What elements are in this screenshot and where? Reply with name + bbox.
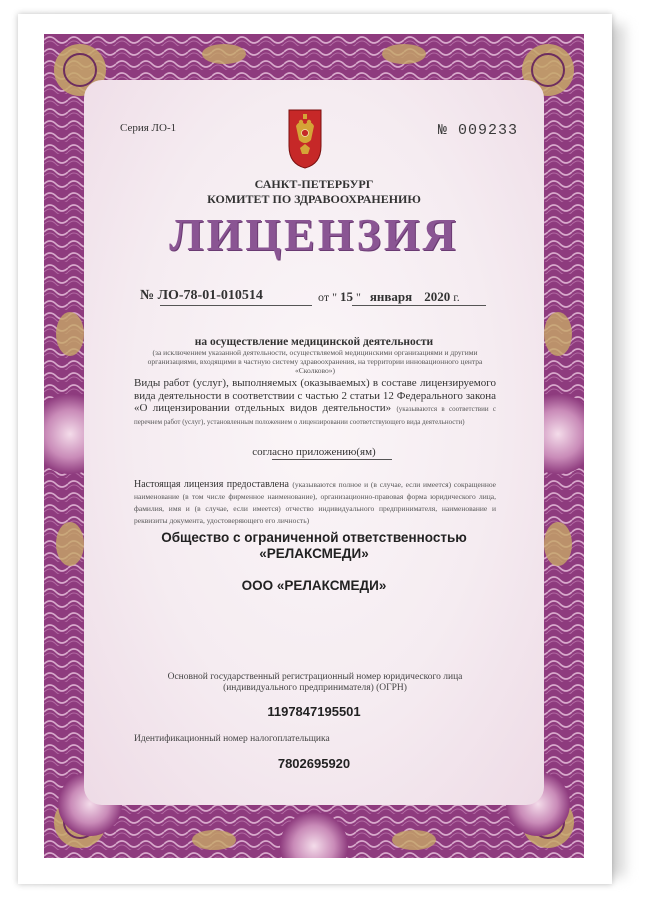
date-month: января (369, 289, 413, 304)
works-paragraph (134, 377, 496, 427)
city-heading: САНКТ-ПЕТЕРБУРГ (254, 177, 374, 191)
inn-label: Идентификационный номер налогоплательщика (134, 734, 330, 744)
ogrn-label-line1: Основной государственный регистрационный номер юридического лица (167, 672, 463, 682)
annex-underline (272, 459, 392, 460)
org-full-line2: «РЕЛАКСМЕДИ» (259, 546, 369, 561)
org-full-line1: Общество с ограниченной ответственностью (161, 530, 467, 545)
works-text: Виды работ (услуг), выполняемых (оказываемых) в составе лицензируемого вида деятельности в соответствии с частью 2 статьи 12 Федерального закона «О лицензировании отдельных видов деятельности» (134, 377, 496, 414)
date-suffix: г. (453, 290, 460, 304)
works-note: (указываются в соответствии с перечнем работ (услуг), установленным положением о лицензировании соответствующего вида деятельности) (134, 405, 496, 426)
activity-heading: на осуществление медицинской деятельности (194, 336, 434, 348)
date-mid: " (355, 290, 361, 304)
organization-short-name: ООО «РЕЛАКСМЕДИ» (241, 578, 387, 593)
serial-number: № 009233 (438, 122, 519, 139)
license-number: № ЛО-78-01-010514 (140, 288, 263, 303)
date-underline (352, 305, 486, 306)
committee-heading: КОМИТЕТ ПО ЗДРАВООХРАНЕНИЮ (207, 192, 421, 206)
ogrn-label-line2: (индивидуального предпринимателя) (ОГРН) (223, 683, 407, 693)
date-day: 15 (339, 289, 353, 304)
provided-note: (указываются полное и (в случае, если имеется) сокращенное наименование (в том числе фирменное наименование), организационно-правовая форма юридического лица, фамилия, имя и (в случае, если имеется) отчество индивидуального предпринимателя, наименование и реквизиты документа, удостоверяющего его личность) (134, 480, 497, 525)
series-label: Серия ЛО-1 (120, 122, 177, 134)
activity-note: (за исключением указанной деятельности, осуществляемой медицинскими организациями и другими организациями, входящими в частную систему здравоохранения, на территории инновационного центра «Сколково») (147, 348, 483, 375)
ogrn-value: 1197847195501 (267, 704, 361, 719)
inn-value: 7802695920 (277, 756, 351, 771)
annex-reference: согласно приложению(ям) (252, 446, 376, 458)
page-title: ЛИЦЕНЗИЯ (169, 209, 459, 260)
license-number-underline (160, 305, 312, 306)
organization-full-name (84, 530, 544, 562)
russian-coat-of-arms-icon (287, 106, 323, 170)
license-date (318, 289, 460, 305)
provided-text: Настоящая лицензия предоставлена (134, 479, 289, 490)
date-prefix: от " (318, 290, 337, 304)
provided-paragraph (134, 479, 496, 527)
ogrn-label (134, 672, 496, 694)
date-year: 2020 (424, 289, 451, 304)
